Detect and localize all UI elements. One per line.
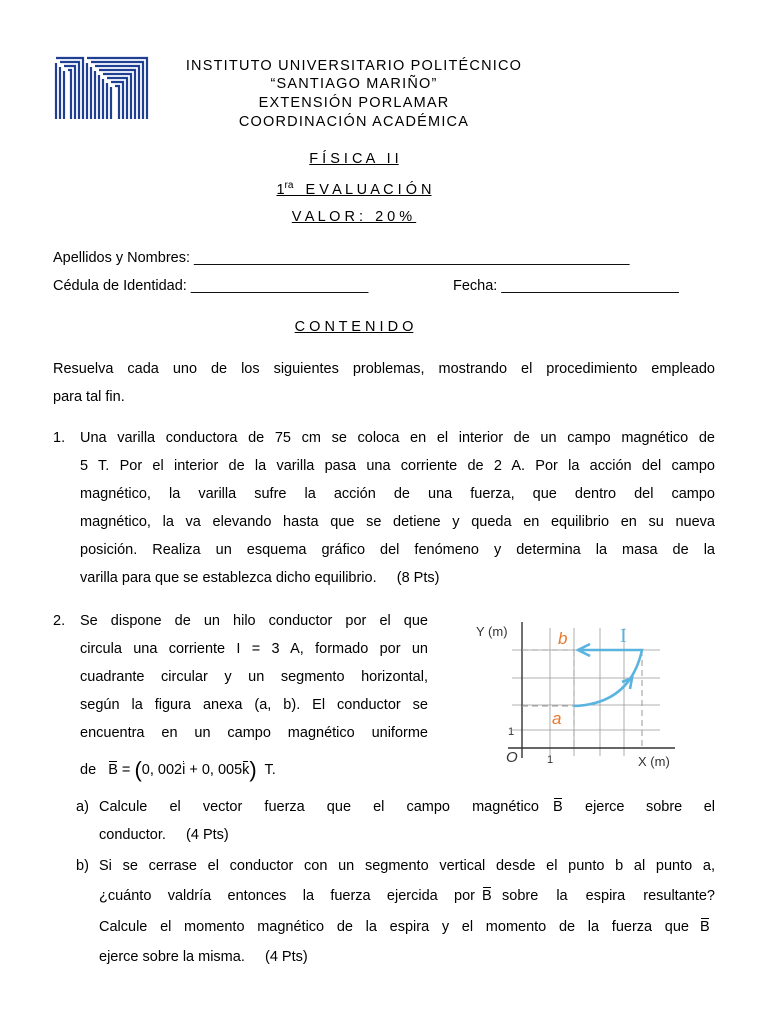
subproblem-b-b-symbol-2 [700,919,710,935]
magnetic-field-equation [80,757,276,783]
subproblem-b-label: b) [76,858,89,874]
origin-label: O [506,749,518,766]
subproblem-b-b-symbol [482,888,492,904]
evaluation-title [150,180,558,198]
problem-2-line-1: Se dispone de un hilo conductor por el que [80,613,428,629]
de-word: de [80,762,97,778]
open-paren: ( [134,757,142,782]
equals-sign: = [117,762,135,778]
problem-1-line-5: posición. Realiza un esquema gráfico del fenómeno y determina la masa de la [80,542,715,558]
tesla-unit: T. [264,762,276,778]
date-blank[interactable]: ______________________ [501,278,679,294]
problem-2-line-5: encuentra en un campo magnético uniforme [80,725,428,741]
subproblem-a-label: a) [76,799,89,815]
problem-1-line-1: Una varilla conductora de 75 cm se coloca en el interior de un campo magnético de [80,430,715,446]
date-field[interactable] [453,278,679,294]
subproblem-a-line-2: conductor. (4 Pts) [99,827,229,843]
k-unit-vector: k [242,762,250,778]
subproblem-a-b-symbol [553,799,563,815]
problem-1-line-4: magnético, la va elevando hasta que se detiene y queda en equilibrio en su nueva [80,514,715,530]
problem-2-line-4: según la figura anexa (a, b). El conductor se [80,697,428,713]
x-tick-1: 1 [547,754,554,766]
names-blank[interactable]: ______________________________________________________ [194,250,630,266]
subproblem-b-line-2b: sobre la espira resultante? [502,888,715,904]
problem-1-line-2: 5 T. Por el interior de la varilla pasa una corriente de 2 A. Por la acción del campo [80,458,715,474]
problem-2-line-3: cuadrante circular y un segmento horizontal, [80,669,428,685]
i-unit-vector: i [182,762,186,778]
b-vector-symbol: B [108,762,118,778]
intro-line-1: Resuelva cada uno de los siguientes problemas, mostrando el procedimiento empleado [53,361,715,377]
problem-1-number: 1. [53,430,66,446]
evaluation-word: E V A L U A C I Ó N [305,181,432,198]
exam-value: V A L O R : 2 0 % [291,209,417,225]
subproblem-b-line-2a: ¿cuánto valdría entonces la fuerza ejercida por [99,888,475,904]
y-tick-1: 1 [508,726,515,738]
id-field[interactable] [53,278,368,294]
conductor-figure [470,618,690,778]
subproblem-b-line-1: Si se cerrase el conductor con un segmento vertical desde el punto b al punto a, [99,858,715,874]
evaluation-number: 1 [276,181,285,198]
y-axis-label: Y (m) [476,624,508,639]
problem-2-number: 2. [53,613,66,629]
intro-line-2: para tal fin. [53,389,125,405]
date-label: Fecha: [453,278,498,294]
problem-2-line-2: circula una corriente I = 3 A, formado por un [80,641,428,657]
id-label: Cédula de Identidad: [53,278,187,294]
names-field[interactable] [53,250,630,266]
close-paren: ) [249,757,257,782]
point-a-label: a [552,709,562,728]
subproblem-b-line-4: ejerce sobre la misma. (4 Pts) [99,949,308,965]
coef-k: + 0, 005 [185,762,243,778]
point-b-label: b [558,629,568,648]
id-blank[interactable]: ______________________ [190,278,369,294]
evaluation-ordinal: ra [284,180,294,191]
subject-title: F Í S I C A I I [309,151,399,167]
extension-name: EXTENSIÓN PORLAMAR [258,95,450,111]
subproblem-a-line-1a: Calcule el vector fuerza que el campo magnético [99,799,539,815]
coef-i: 0, 002 [141,762,183,778]
institute-name: INSTITUTO UNIVERSITARIO POLITÉCNICO [185,58,523,74]
current-label: I [620,625,627,647]
subproblem-b-line-3a: Calcule el momento magnético de la espira y el momento de la fuerza que [99,919,689,935]
institute-subname: “SANTIAGO MARIÑO” [270,76,438,92]
b-vector-symbol-c: B [700,919,710,935]
coordination-name: COORDINACIÓN ACADÉMICA [238,114,470,130]
b-vector-symbol-a: B [553,799,563,815]
names-label: Apellidos y Nombres: [53,250,190,266]
subproblem-a-line-1b: ejerce sobre el [585,799,715,815]
problem-1-line-6: varilla para que se establezca dicho equilibrio. (8 Pts) [80,570,440,586]
institute-logo [53,55,150,122]
x-axis-label: X (m) [638,754,670,769]
content-title: C O N T E N I D O [294,319,414,335]
problem-1-line-3: magnético, la varilla sufre la acción de una fuerza, que dentro del campo [80,486,715,502]
b-vector-symbol-b: B [482,888,492,904]
